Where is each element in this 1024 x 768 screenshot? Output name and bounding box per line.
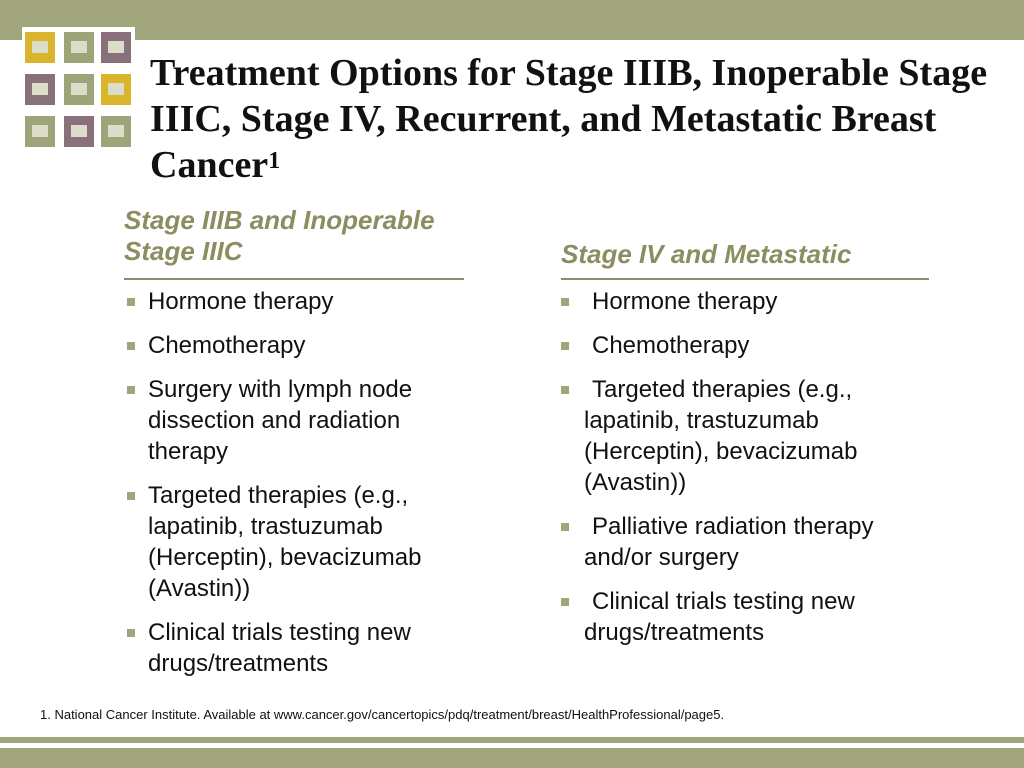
bullet-square-icon	[127, 386, 135, 394]
list-item	[561, 286, 941, 317]
logo-tile	[64, 74, 94, 105]
list-item	[561, 330, 941, 361]
list-item	[561, 374, 941, 498]
list-item-text: Palliative radiation therapy and/or surgery	[584, 513, 874, 571]
logo-tile	[25, 116, 55, 147]
bottom-band	[0, 748, 1024, 768]
left-column-heading: Stage IIIB and Inoperable Stage IIIC	[124, 205, 435, 266]
logo-tile	[101, 74, 131, 105]
left-bullet-list	[124, 286, 484, 692]
bullet-square-icon	[561, 523, 569, 531]
right-bullet-list	[561, 286, 941, 661]
top-band	[0, 0, 1024, 40]
bottom-stripe	[0, 737, 1024, 743]
list-item	[561, 511, 941, 573]
footnote-ref: 1	[268, 148, 281, 174]
bullet-square-icon	[561, 342, 569, 350]
logo-tile	[64, 116, 94, 147]
list-item	[124, 480, 484, 604]
logo-tile	[101, 116, 131, 147]
right-column-heading: Stage IV and Metastatic	[561, 239, 852, 269]
bullet-square-icon	[561, 598, 569, 606]
list-item-text: Clinical trials testing new drugs/treatments	[584, 588, 855, 646]
logo-tile	[64, 32, 94, 63]
logo-tile	[101, 32, 131, 63]
list-item-text: Chemotherapy	[592, 332, 750, 359]
slide-title	[150, 50, 1000, 188]
bullet-square-icon	[127, 298, 135, 306]
list-item-text: Chemotherapy	[148, 332, 306, 359]
list-item	[124, 286, 484, 317]
footnote: 1. National Cancer Institute. Available at www.cancer.gov/cancertopics/pdq/treatment/breast/HealthProfessional/page5.	[40, 707, 725, 722]
bullet-square-icon	[561, 298, 569, 306]
slide-title-text: Treatment Options for Stage IIIB, Inoperable Stage IIIC, Stage IV, Recurrent, and Metastatic Breast Cancer	[150, 52, 988, 186]
list-item-text: Surgery with lymph node dissection and radiation therapy	[148, 376, 413, 465]
list-item-text: Clinical trials testing new drugs/treatments	[148, 619, 411, 677]
list-item-text: Targeted therapies (e.g., lapatinib, trastuzumab (Herceptin), bevacizumab (Avastin))	[148, 482, 422, 602]
bullet-square-icon	[127, 492, 135, 500]
list-item-text: Hormone therapy	[592, 288, 778, 315]
tile-grid-logo-icon	[22, 27, 135, 153]
logo-tile	[25, 32, 55, 63]
right-heading-rule	[561, 278, 929, 280]
list-item	[124, 374, 484, 467]
left-heading-rule	[124, 278, 464, 280]
list-item-text: Targeted therapies (e.g., lapatinib, trastuzumab (Herceptin), bevacizumab (Avastin))	[584, 376, 858, 496]
list-item-text: Hormone therapy	[148, 288, 334, 315]
list-item	[124, 617, 484, 679]
bullet-square-icon	[127, 342, 135, 350]
logo-tile	[25, 74, 55, 105]
bullet-square-icon	[561, 386, 569, 394]
list-item	[561, 586, 941, 648]
bullet-square-icon	[127, 629, 135, 637]
list-item	[124, 330, 484, 361]
